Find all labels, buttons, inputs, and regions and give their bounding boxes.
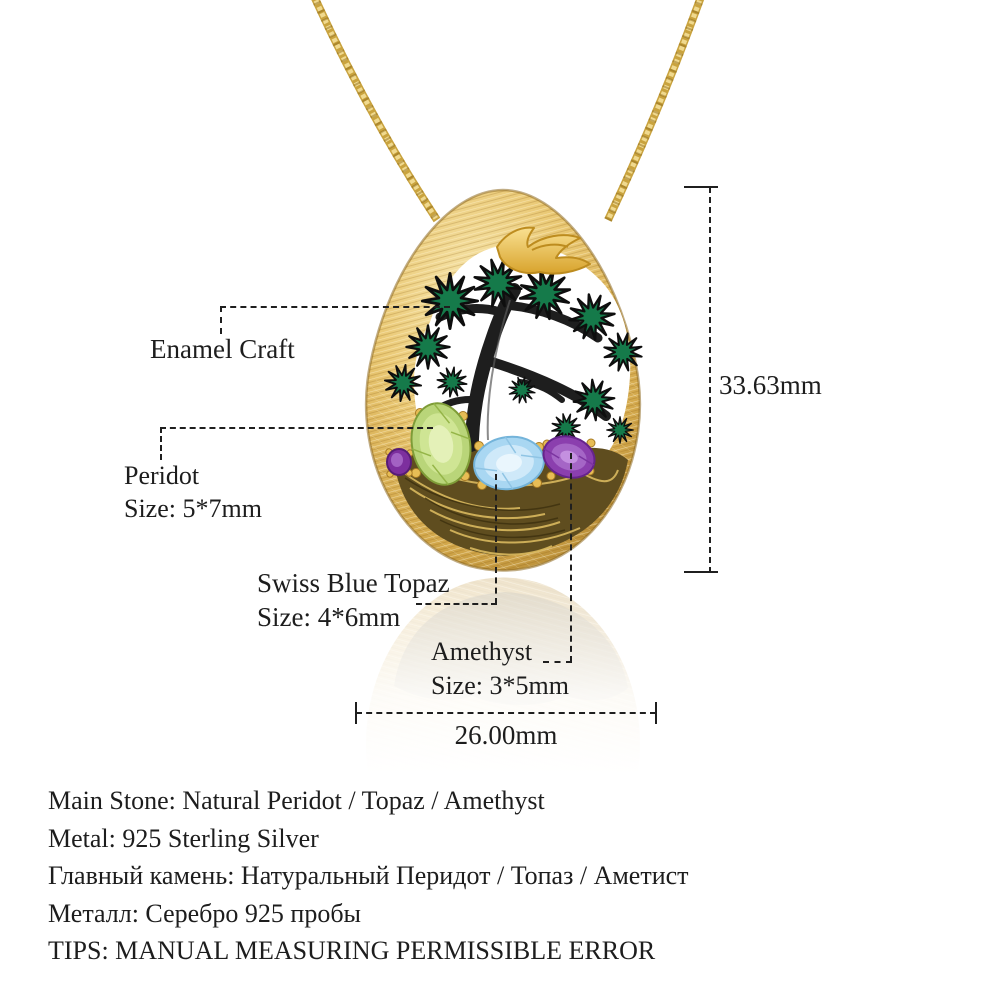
- small-amethyst-stone: [387, 449, 411, 475]
- peridot-size: Size: 5*7mm: [124, 494, 262, 523]
- callout-label-topaz: [257, 566, 450, 634]
- spec-metal-ru: Металл: Серебро 925 пробы: [48, 898, 362, 928]
- spec-text-block: [48, 786, 689, 974]
- amethyst-size: Size: 3*5mm: [431, 671, 569, 700]
- spec-tips: TIPS: MANUAL MEASURING PERMISSIBLE ERROR: [48, 936, 656, 965]
- callout-line-enamel-v: [220, 306, 222, 334]
- callout-label-enamel-craft: Enamel Craft: [150, 334, 295, 364]
- callout-line-enamel-h: [220, 306, 450, 308]
- spec-main-stone: Main Stone: Natural Peridot / Topaz / Amethyst: [48, 786, 545, 815]
- measure-tick-height-top: [684, 186, 718, 188]
- callout-label-amethyst: [431, 635, 569, 703]
- measure-line-width: [356, 712, 656, 714]
- measure-label-width: 26.00mm: [454, 720, 558, 750]
- measure-tick-height-bottom: [684, 571, 718, 573]
- spec-metal: Metal: 925 Sterling Silver: [48, 823, 319, 853]
- callout-line-peridot-v: [160, 427, 162, 460]
- peridot-name: Peridot: [124, 461, 200, 490]
- amethyst-name: Amethyst: [431, 637, 533, 666]
- measure-label-height: 33.63mm: [719, 370, 822, 400]
- topaz-name: Swiss Blue Topaz: [257, 568, 450, 598]
- callout-line-topaz-v: [495, 474, 497, 604]
- callout-label-peridot: [124, 459, 262, 525]
- callout-line-peridot-h: [160, 427, 433, 429]
- necklace-chain-left: [313, 0, 437, 220]
- measure-line-height: [709, 187, 711, 573]
- topaz-size: Size: 4*6mm: [257, 602, 401, 632]
- spec-main-stone-ru: Главный камень: Натуральный Перидот / Топаз / Аметист: [48, 861, 689, 890]
- callout-line-amethyst-v: [570, 453, 572, 662]
